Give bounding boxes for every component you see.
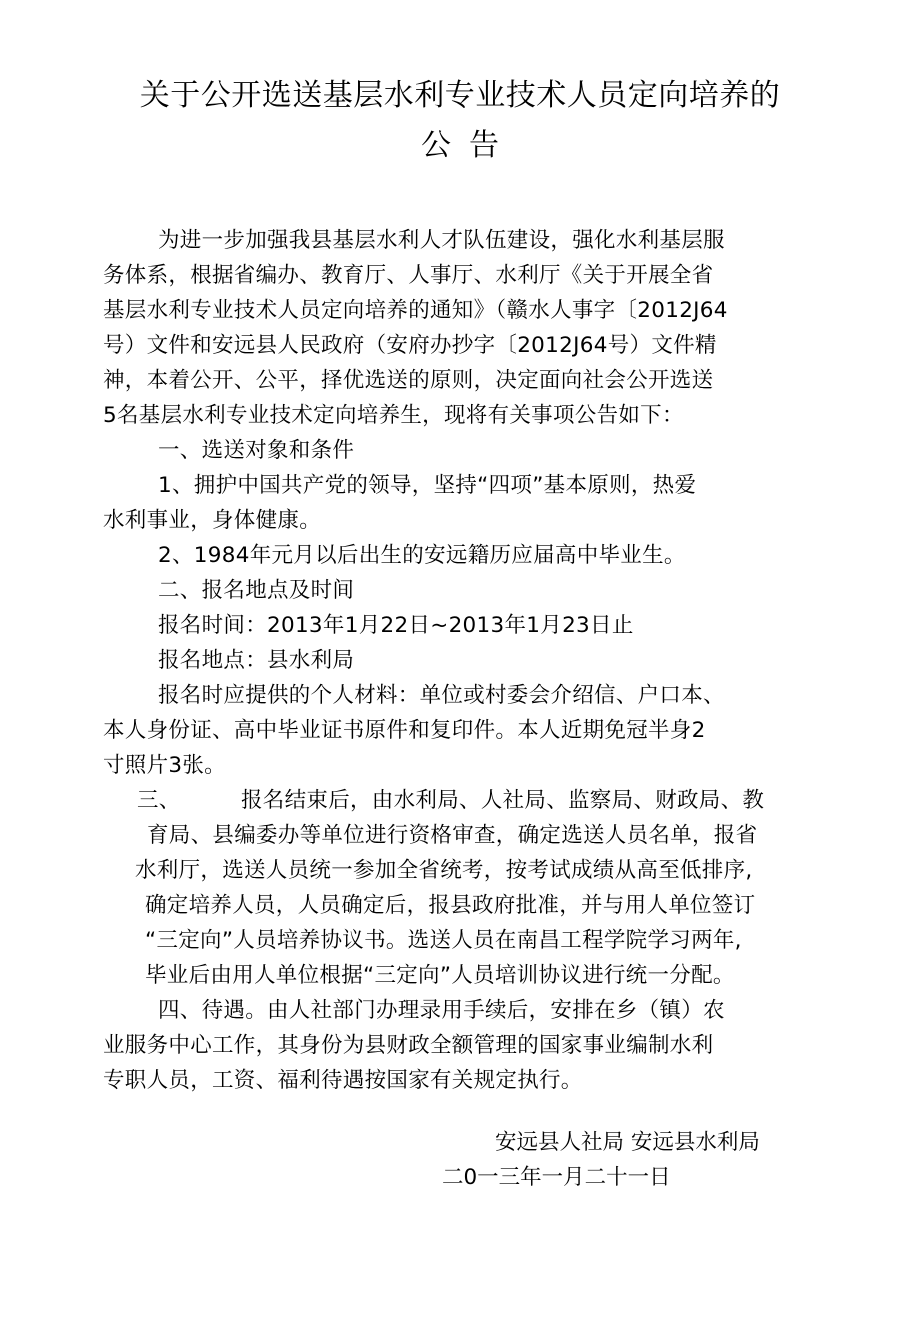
section3-line: “三定向”人员培养协议书。选送人员在南昌工程学院学习两年, [145, 928, 742, 953]
section4-line: 四、待遇。由人社部门办理录用手续后，安排在乡（镇）农 [158, 998, 725, 1023]
section-number-3: 三、 [137, 788, 181, 813]
materials-line: 本人身份证、高中毕业证书原件和复印件。本人近期免冠半身2 [103, 718, 706, 743]
intro-line: 5名基层水利专业技术定向培养生，现将有关事项公告如下： [103, 403, 684, 428]
registration-time: 报名时间：2013年1月22日~2013年1月23日止 [158, 613, 634, 638]
section-heading-1: 一、选送对象和条件 [158, 438, 355, 463]
intro-line: 基层水利专业技术人员定向培养的通知》（赣水人事字〔2012J64 [103, 298, 728, 323]
condition-line: 水利事业，身体健康。 [103, 508, 322, 533]
section-heading-2: 二、报名地点及时间 [158, 578, 355, 603]
section3-line: 毕业后由用人单位根据“三定向”人员培训协议进行统一分配。 [145, 963, 735, 988]
condition-line: 2、1984年元月以后出生的安远籍历应届高中毕业生。 [158, 543, 686, 568]
section3-line: 水利厅，选送人员统一参加全省统考，按考试成绩从高至低排序, [135, 858, 753, 883]
intro-line: 号）文件和安远县人民政府（安府办抄字〔2012J64号）文件精 [103, 333, 717, 358]
document-title: 关于公开选送基层水利专业技术人员定向培养的 [139, 78, 781, 113]
section3-line: 报名结束后，由水利局、人社局、监察局、财政局、教 [241, 788, 765, 813]
registration-place: 报名地点：县水利局 [158, 648, 355, 673]
issuing-authorities: 安远县人社局 安远县水利局 [495, 1130, 760, 1155]
condition-line: 1、拥护中国共产党的领导，坚持“四项”基本原则，热爱 [158, 473, 697, 498]
intro-line: 为进一步加强我县基层水利人才队伍建设，强化水利基层服 [158, 228, 725, 253]
materials-line: 报名时应提供的个人材料：单位或村委会介绍信、户口本、 [158, 683, 725, 708]
materials-line: 寸照片3张。 [103, 753, 226, 778]
section4-line: 业服务中心工作，其身份为县财政全额管理的国家事业编制水利 [103, 1033, 714, 1058]
issue-date: 二0一三年一月二十一日 [442, 1165, 671, 1190]
section3-line: 确定培养人员，人员确定后，报县政府批准，并与用人单位签订 [145, 893, 756, 918]
document-title-suffix: 公告 [421, 128, 517, 163]
section4-line: 专职人员，工资、福利待遇按国家有关规定执行。 [103, 1068, 583, 1093]
section3-line: 育局、县编委办等单位进行资格审查，确定选送人员名单，报省 [147, 823, 758, 848]
intro-line: 务体系，根据省编办、教育厅、人事厅、水利厅《关于开展全省 [103, 263, 714, 288]
intro-line: 神，本着公开、公平，择优选送的原则，决定面向社会公开选送 [103, 368, 714, 393]
